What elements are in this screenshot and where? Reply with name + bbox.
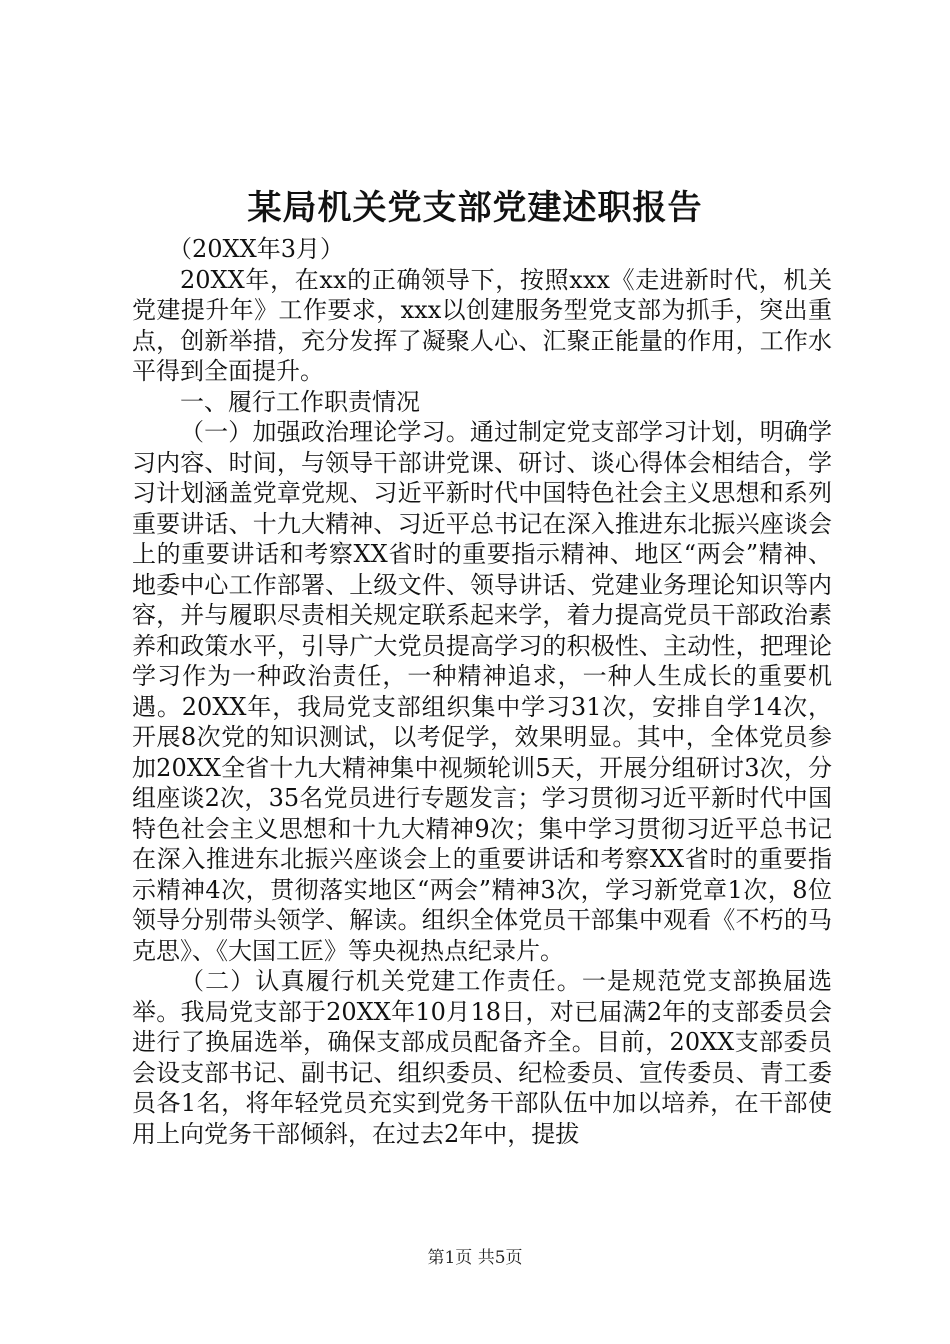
- section-heading: 一、履行工作职责情况: [180, 387, 420, 416]
- document-body: [132, 234, 832, 1149]
- paragraph-intro: 20XX年，在xx的正确领导下，按照xxx《走进新时代，机关党建提升年》工作要求，xxx以创建服务型党支部为抓手，突出重点，创新举措，充分发挥了凝聚人心、汇聚正能量的作用，工作水平得到全面提升。: [132, 265, 832, 385]
- document-title: 某局机关党支部党建述职报告: [247, 188, 703, 228]
- page-number-footer: 第1页 共5页: [427, 1248, 523, 1268]
- paragraph-responsibility: （二）认真履行机关党建工作责任。一是规范党支部换届选举。我局党支部于20XX年10月18日，对已届满2年的支部委员会进行了换届选举，确保支部成员配备齐全。目前，20XX支部委员会设支部书记、副书记、组织委员、纪检委员、宣传委员、青工委员各1名，将年轻党员充实到党务干部队伍中加以培养，在干部使用上向党务干部倾斜，在过去2年中，提拔: [132, 967, 832, 1148]
- paragraph-study: （一）加强政治理论学习。通过制定党支部学习计划，明确学习内容、时间，与领导干部讲党课、研讨、谈心得体会相结合，学习计划涵盖党章党规、习近平新时代中国特色社会主义思想和系列重要讲话、十九大精神、习近平总书记在深入推进东北振兴座谈会上的重要讲话和考察XX省时的重要指示精神、地区“两会”精神、地委中心工作部署、上级文件、领导讲话、党建业务理论知识等内容，并与履职尽责相关规定联系起来学，着力提高党员干部政治素养和政策水平，引导广大党员提高学习的积极性、主动性，把理论学习作为一种政治责任，一种精神追求，一种人生成长的重要机遇。20XX年，我局党支部组织集中学习31次，安排自学14次，开展8次党的知识测试，以考促学，效果明显。其中，全体党员参加20XX全省十九大精神集中视频轮训5天，开展分组研讨3次，分组座谈2次，35名党员进行专题发言；学习贯彻习近平新时代中国特色社会主义思想和十九大精神9次；集中学习贯彻习近平总书记在深入推进东北振兴座谈会上的重要讲话和考察XX省时的重要指示精神4次，贯彻落实地区“两会”精神3次，学习新党章1次，8位领导分别带头领学、解读。组织全体党员干部集中观看《不朽的马克思》、《大国工匠》等央视热点纪录片。: [132, 418, 832, 965]
- date-line: （20XX年3月）: [168, 235, 344, 263]
